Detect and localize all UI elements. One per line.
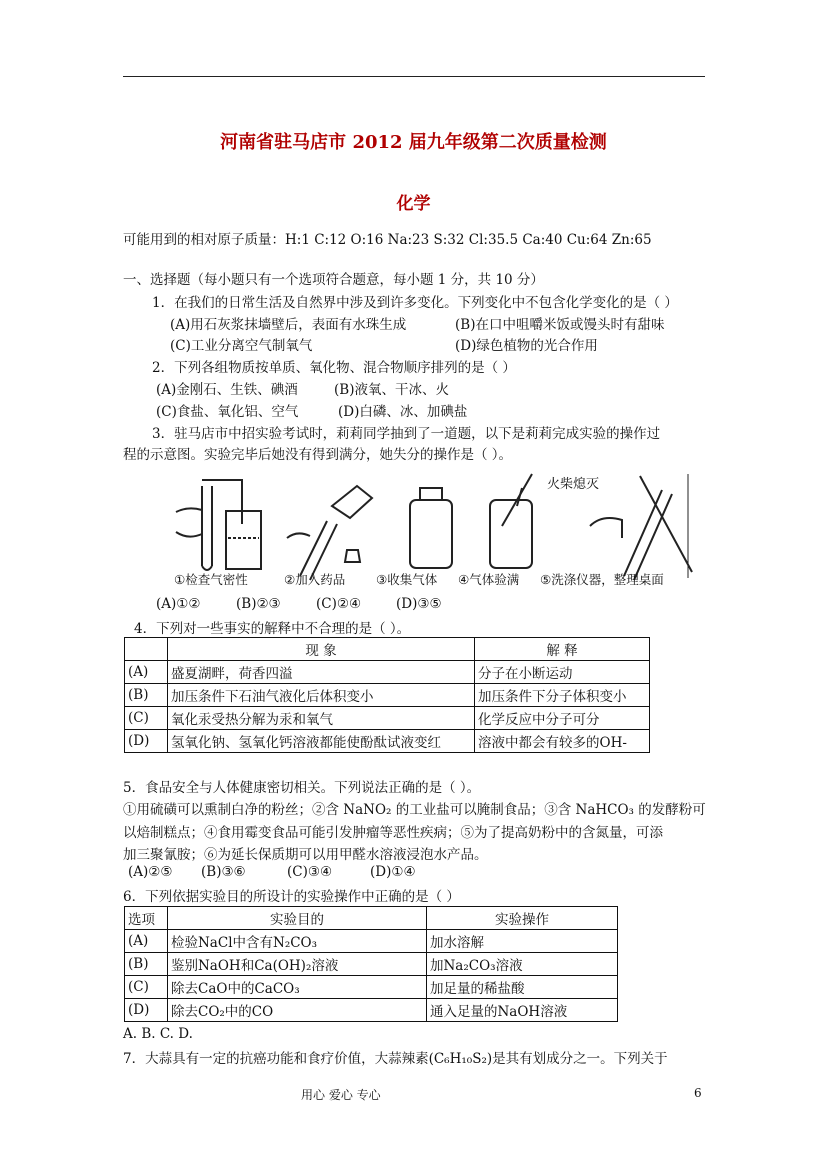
header-purpose: 实验目的 (168, 907, 427, 930)
gas-bottle (410, 500, 452, 568)
q3-option-c: (C)②④ (316, 596, 362, 612)
fig-label-1: ①检查气密性 (174, 572, 248, 587)
reagent-bottle (332, 486, 372, 518)
subject-title: 化学 (396, 194, 431, 214)
table-row: (C) 氧化汞受热分解为汞和氧气 化学反应中分子可分 (125, 707, 650, 730)
page-number: 6 (694, 1086, 702, 1100)
page-title: 河南省驻马店市 2012 届九年级第二次质量检测 (220, 132, 607, 153)
fig-label-5: ⑤洗涤仪器，整理桌面 (540, 572, 664, 587)
q2-option-a: (A)金刚石、生铁、碘酒 (156, 382, 298, 398)
q1-option-d: (D)绿色植物的光合作用 (455, 338, 598, 354)
header-operation: 实验操作 (427, 907, 618, 930)
q5-option-b: (B)③⑥ (201, 864, 246, 880)
q6-stem: 6．下列依据实验目的所设计的实验操作中正确的是（ ） (123, 889, 460, 905)
q3-stem-line2: 程的示意图。实验完毕后她没有得到满分，她失分的操作是（ ）。 (123, 447, 513, 463)
q3-option-d: (D)③⑤ (396, 596, 442, 612)
q5-line2: 以焙制糕点；④食用霉变食品可能引发肿瘤等恶性疾病；⑤为了提高奶粉中的含氮量，可添 (123, 825, 663, 841)
q5-option-c: (C)③④ (287, 864, 333, 880)
table-row: (D) 氢氧化钠、氢氧化钙溶液都能使酚酞试液变红 溶液中都会有较多的OH- (125, 730, 650, 753)
q1-option-a: (A)用石灰浆抹墙壁后，表面有水珠生成 (170, 317, 407, 333)
beaker-1 (226, 511, 261, 569)
q5-line3: 加三聚氰胺；⑥为延长保质期可以用甲醛水溶液浸泡水产品。 (123, 847, 488, 863)
header-phenomenon: 现 象 (168, 638, 475, 661)
header-rule (123, 76, 705, 77)
table-row: (D) 除去CO₂中的CO 通入足量的NaOH溶液 (125, 999, 618, 1022)
q2-option-d: (D)白磷、冰、加碘盐 (338, 404, 468, 420)
experiment-illustration (172, 466, 702, 588)
q5-option-d: (D)①④ (370, 864, 416, 880)
q1-stem: 1．在我们的日常生活及自然界中涉及到许多变化。下列变化中不包含化学变化的是（ ） (152, 295, 678, 311)
q1-option-c: (C)工业分离空气制氧气 (170, 338, 313, 354)
atomic-masses: 可能用到的相对原子质量：H:1 C:12 O:16 Na:23 S:32 Cl:35.5 Ca:40 Cu:64 Zn:65 (123, 232, 652, 248)
q3-stem-line1: 3．驻马店市中招实验考试时，莉莉同学抽到了一道题，以下是莉莉完成实验的操作过 (152, 426, 661, 442)
glass-tube-1 (202, 480, 242, 524)
table-row: (B) 鉴别NaOH和Ca(OH)₂溶液 加Na₂CO₃溶液 (125, 953, 618, 976)
fig-label-4: ④气体验满 (458, 572, 520, 587)
table-header-row (125, 907, 618, 930)
q1-option-b: (B)在口中咀嚼米饭或馒头时有甜味 (455, 317, 665, 333)
q5-line1: ①用硫磺可以熏制白净的粉丝；②含 NaNO₂ 的工业盐可以腌制食品；③含 NaHCO₃ 的发酵粉可 (123, 802, 706, 818)
fig-label-2: ②加入药品 (284, 572, 346, 587)
header-explanation: 解 释 (475, 638, 650, 661)
test-tube-1 (202, 486, 212, 570)
match-note: 火柴熄灭 (547, 477, 600, 492)
test-tube-5 (624, 490, 672, 580)
hand-2 (287, 533, 310, 538)
footer-motto: 用心 爱心 专心 (301, 1088, 381, 1102)
q2-stem: 2．下列各组物质按单质、氧化物、混合物顺序排列的是（ ） (152, 360, 516, 376)
bottle-stopper (345, 550, 360, 562)
table-row: (B) 加压条件下石油气液化后体积变小 加压条件下分子体积变小 (125, 684, 650, 707)
q5-option-a: (A)②⑤ (128, 864, 173, 880)
table-row: (A) 检验NaCl中含有N₂CO₃ 加水溶解 (125, 930, 618, 953)
fig-label-3: ③收集气体 (376, 572, 438, 587)
q2-option-c: (C)食盐、氧化铝、空气 (156, 404, 299, 420)
table-row: (A) 盛夏湖畔，荷香四溢 分子在小断运动 (125, 661, 650, 684)
hand-5 (590, 518, 622, 538)
q6-answers: A. B. C. D. (123, 1026, 193, 1042)
q4-stem: 4．下列对一些事实的解释中不合理的是（ ）。 (134, 621, 411, 637)
table-row: (C) 除去CaO中的CaCO₃ 加足量的稀盐酸 (125, 976, 618, 999)
q3-option-b: (B)②③ (236, 596, 281, 612)
q5-stem: 5．食品安全与人体健康密切相关。下列说法正确的是（ ）。 (123, 780, 481, 796)
header-option: 选项 (125, 907, 168, 930)
q6-table (124, 906, 618, 1022)
table-header-row (125, 638, 650, 661)
q7-stem: 7．大蒜具有一定的抗癌功能和食疗价值，大蒜辣素(C₆H₁₀S₂)是其有划成分之一。下列关于 (123, 1051, 668, 1067)
hand-1 (176, 508, 202, 536)
q4-table (124, 637, 650, 753)
q2-option-b: (B)液氧、干冰、火 (334, 382, 449, 398)
section-heading: 一、选择题（每小题只有一个选项符合题意，每小题 1 分，共 10 分） (123, 272, 544, 288)
q3-option-a: (A)①② (156, 596, 201, 612)
